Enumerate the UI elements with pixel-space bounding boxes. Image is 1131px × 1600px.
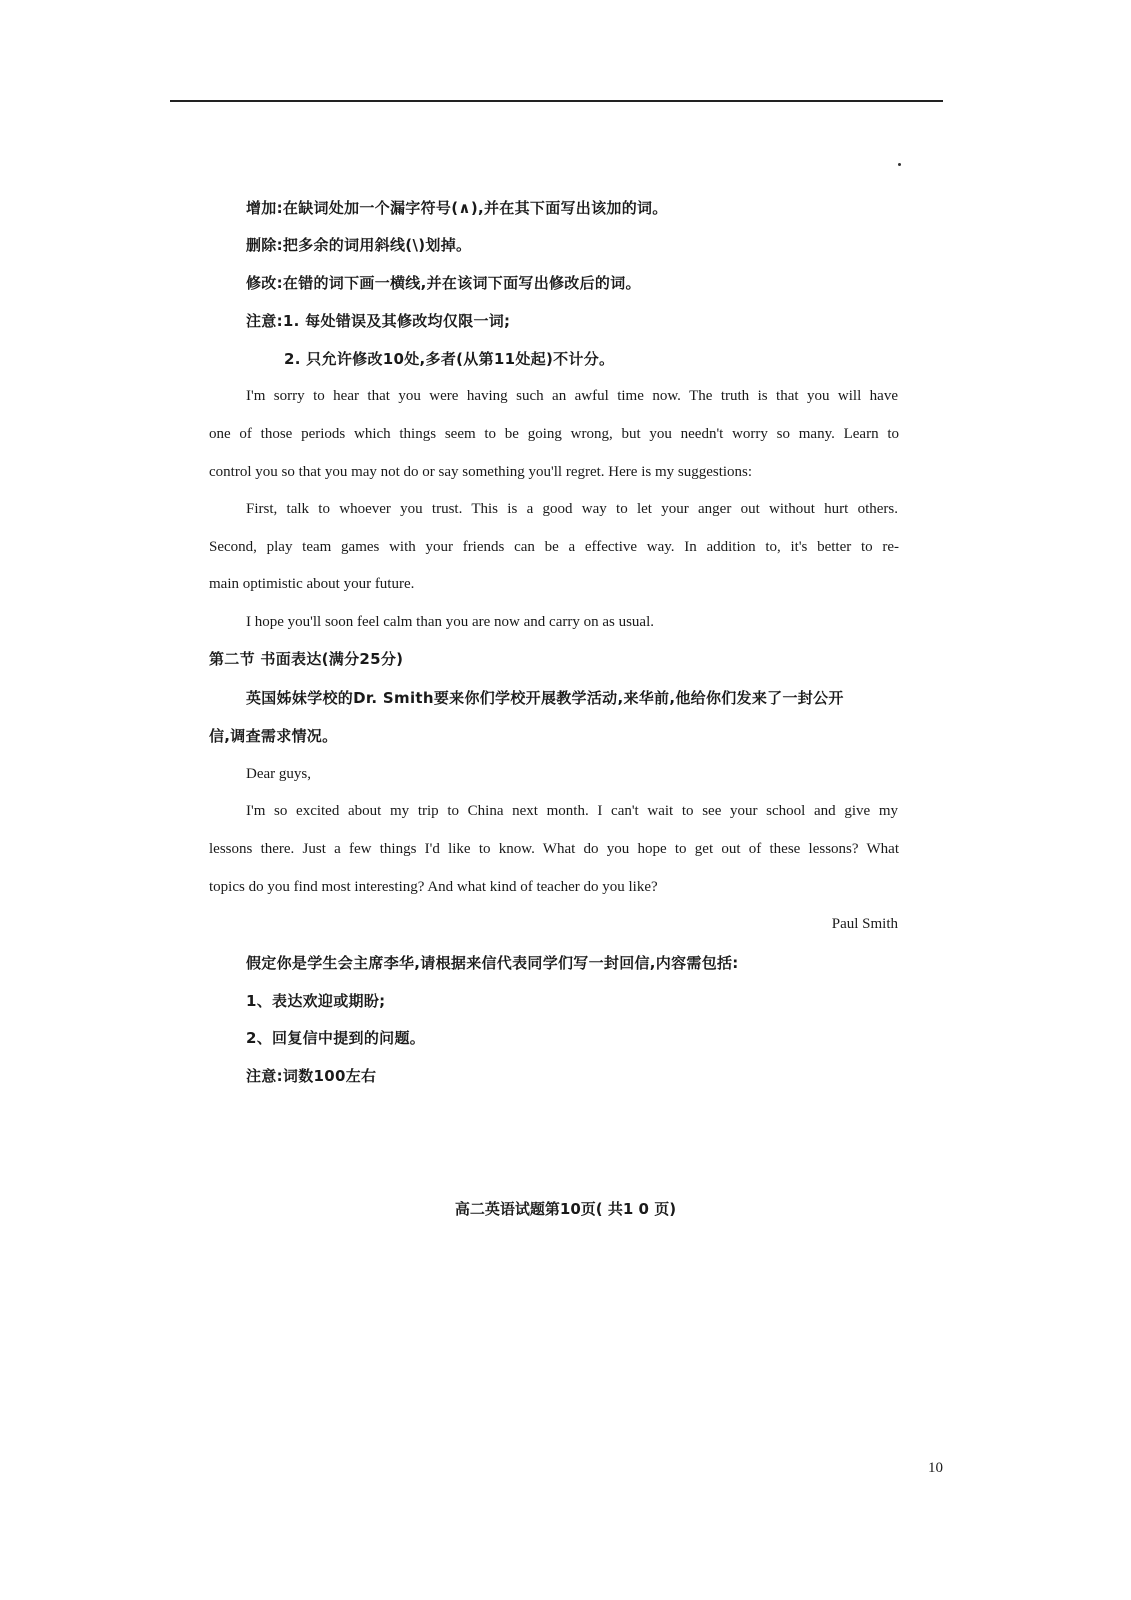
task-intro: 假定你是学生会主席李华,请根据来信代表同学们写一封回信,内容需包括: (246, 954, 739, 972)
letter-signature: Paul Smith (831, 916, 898, 932)
instruction-note2: 2. 只允许修改10处,多者(从第11处起)不计分。 (284, 350, 615, 368)
section2-title: 第二节 书面表达(满分25分) (209, 650, 404, 668)
section2-intro-line2: 信,调查需求情况。 (209, 727, 338, 745)
instruction-delete: 删除:把多余的词用斜线(\)划掉。 (246, 236, 472, 254)
instruction-add: 增加:在缺词处加一个漏字符号(∧),并在其下面写出该加的词。 (246, 199, 668, 217)
passage-line-4: First, talk to whoever you trust. This is a good way to let your anger out without hurt others. (246, 501, 898, 517)
page-number: 10 (928, 1460, 943, 1476)
task-note: 注意:词数100左右 (246, 1067, 377, 1085)
scan-speck (898, 163, 901, 166)
passage-line-2: one of those periods which things seem to be going wrong, but you needn't worry so many. Learn to (209, 426, 899, 442)
passage-line-7: I hope you'll soon feel calm than you are now and carry on as usual. (246, 614, 654, 630)
letter-line-1: I'm so excited about my trip to China next month. I can't wait to see your school and give my (246, 803, 898, 819)
passage-line-6: main optimistic about your future. (209, 576, 415, 592)
letter-greeting: Dear guys, (246, 766, 311, 782)
header-rule (170, 100, 943, 102)
passage-line-5: Second, play team games with your friends can be a effective way. In addition to, it's better to re- (209, 539, 899, 555)
instruction-modify: 修改:在错的词下画一横线,并在该词下面写出修改后的词。 (246, 274, 641, 292)
letter-line-2: lessons there. Just a few things I'd like to know. What do you hope to get out of these lessons? What (209, 841, 899, 857)
passage-line-3: control you so that you may not do or say something you'll regret. Here is my suggestions: (209, 464, 753, 480)
instruction-note1: 注意:1. 每处错误及其修改均仅限一词; (246, 312, 511, 330)
task-item-2: 2、回复信中提到的问题。 (246, 1029, 426, 1047)
section2-intro-line1: 英国姊妹学校的Dr. Smith要来你们学校开展教学活动,来华前,他给你们发来了一封公开 (246, 689, 844, 707)
passage-line-1: I'm sorry to hear that you were having such an awful time now. The truth is that you will have (246, 388, 898, 404)
page-footer: 高二英语试题第10页( 共1 0 页) (454, 1200, 677, 1218)
letter-line-3: topics do you find most interesting? And what kind of teacher do you like? (209, 879, 658, 895)
task-item-1: 1、表达欢迎或期盼; (246, 992, 386, 1010)
